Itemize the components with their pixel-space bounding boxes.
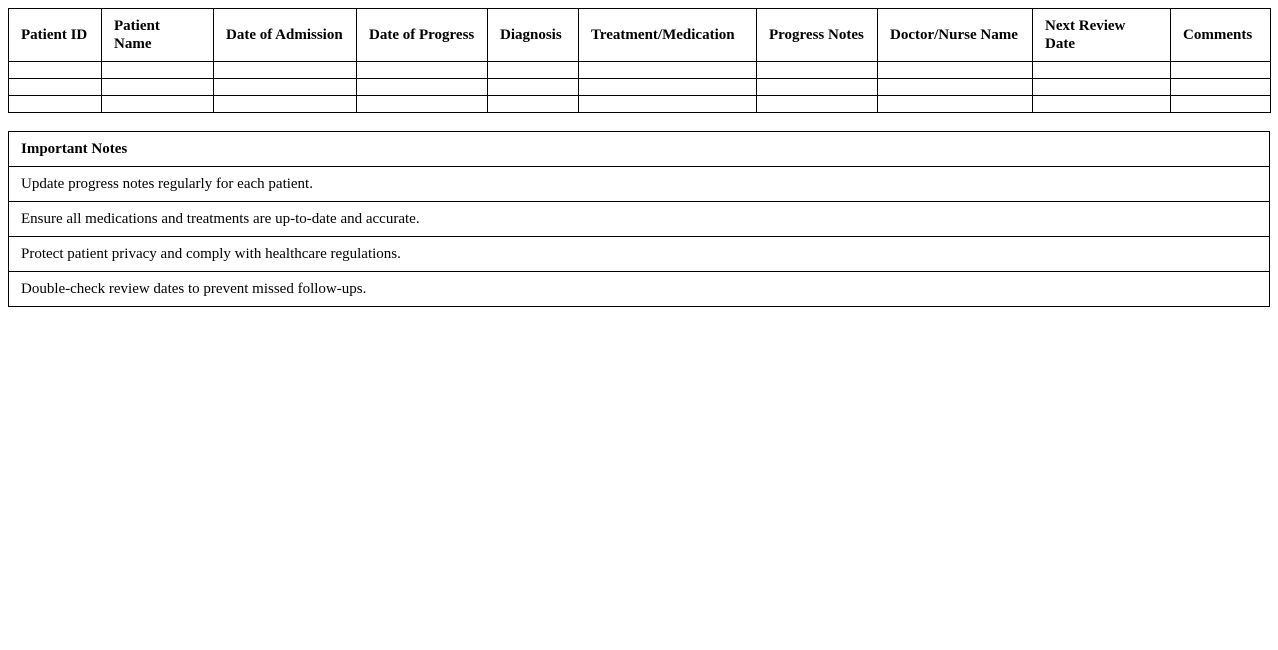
table-cell[interactable] <box>214 96 357 113</box>
table-row <box>9 96 1271 113</box>
note-row <box>9 202 1270 237</box>
table-cell[interactable] <box>1171 96 1271 113</box>
table-cell[interactable] <box>1171 79 1271 96</box>
column-header-treatment-medication: Treatment/Medication <box>579 9 757 62</box>
table-cell[interactable] <box>1033 79 1171 96</box>
column-header-progress-notes: Progress Notes <box>757 9 878 62</box>
note-item: Double-check review dates to prevent missed follow-ups. <box>9 272 1270 307</box>
table-cell[interactable] <box>9 62 102 79</box>
table-cell[interactable] <box>102 79 214 96</box>
table-cell[interactable] <box>214 79 357 96</box>
table-cell[interactable] <box>102 62 214 79</box>
note-item: Ensure all medications and treatments are up-to-date and accurate. <box>9 202 1270 237</box>
table-cell[interactable] <box>1033 96 1171 113</box>
column-header-patient-id: Patient ID <box>9 9 102 62</box>
note-item: Update progress notes regularly for each patient. <box>9 167 1270 202</box>
table-cell[interactable] <box>878 96 1033 113</box>
table-cell[interactable] <box>579 96 757 113</box>
note-row <box>9 237 1270 272</box>
table-row <box>9 79 1271 96</box>
column-header-doctor-nurse-name: Doctor/Nurse Name <box>878 9 1033 62</box>
column-header-date-of-progress: Date of Progress <box>357 9 488 62</box>
table-cell[interactable] <box>9 96 102 113</box>
table-cell[interactable] <box>757 96 878 113</box>
note-row <box>9 167 1270 202</box>
table-cell[interactable] <box>357 79 488 96</box>
table-cell[interactable] <box>1171 62 1271 79</box>
column-header-next-review-date: Next Review Date <box>1033 9 1171 62</box>
table-cell[interactable] <box>579 62 757 79</box>
table-cell[interactable] <box>579 79 757 96</box>
table-cell[interactable] <box>488 79 579 96</box>
table-cell[interactable] <box>488 96 579 113</box>
notes-header-row <box>9 132 1270 167</box>
table-cell[interactable] <box>488 62 579 79</box>
table-cell[interactable] <box>878 79 1033 96</box>
column-header-date-of-admission: Date of Admission <box>214 9 357 62</box>
table-cell[interactable] <box>357 96 488 113</box>
column-header-comments: Comments <box>1171 9 1271 62</box>
table-cell[interactable] <box>757 79 878 96</box>
table-cell[interactable] <box>214 62 357 79</box>
table-cell[interactable] <box>357 62 488 79</box>
table-header-row <box>9 9 1271 62</box>
important-notes-title: Important Notes <box>9 132 1270 167</box>
table-cell[interactable] <box>1033 62 1171 79</box>
table-cell[interactable] <box>878 62 1033 79</box>
column-header-patient-name: Patient Name <box>102 9 214 62</box>
document-page <box>8 8 1270 307</box>
table-row <box>9 62 1271 79</box>
note-row <box>9 272 1270 307</box>
important-notes-table <box>8 131 1270 307</box>
table-cell[interactable] <box>9 79 102 96</box>
note-item: Protect patient privacy and comply with healthcare regulations. <box>9 237 1270 272</box>
patient-progress-table <box>8 8 1271 113</box>
column-header-diagnosis: Diagnosis <box>488 9 579 62</box>
table-cell[interactable] <box>102 96 214 113</box>
table-cell[interactable] <box>757 62 878 79</box>
